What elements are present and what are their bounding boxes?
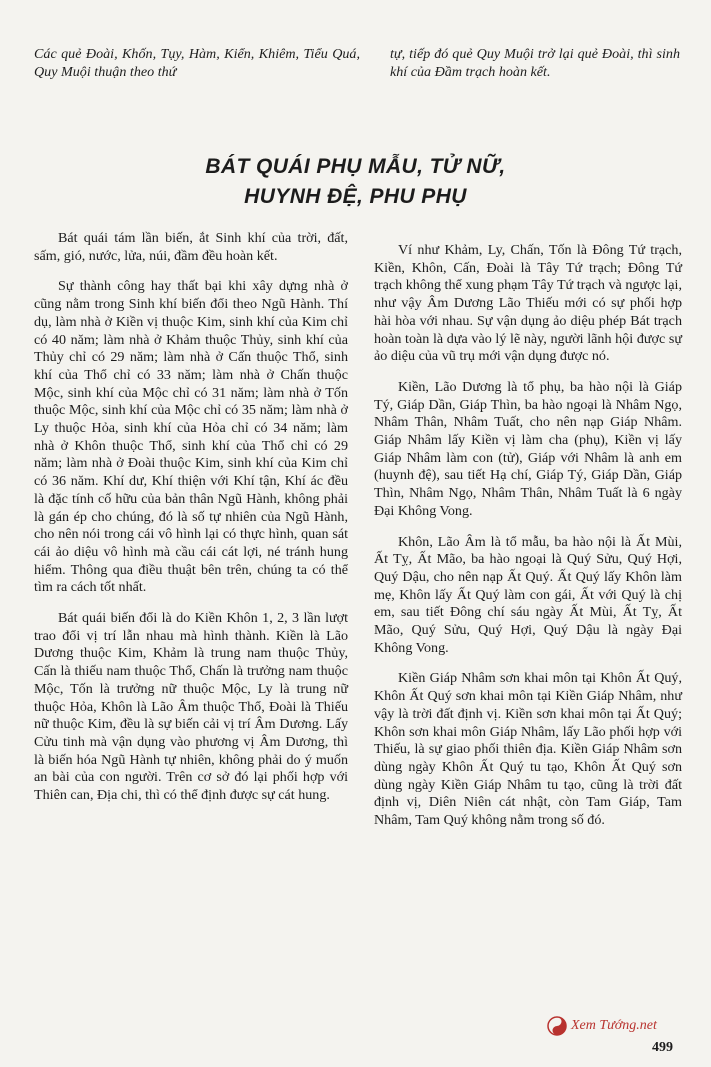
paragraph: Ví như Khảm, Ly, Chấn, Tốn là Đông Tứ trạch, Kiền, Khôn, Cấn, Đoài là Tây Tứ trạch; Đông Tứ trạch không thể xung phạm Tây Tứ trạch và ngược lại, như vậy Âm Dương Lão Thiếu mới có sự phối hợp hài hòa với nhau. Sự vận dụng ảo diệu phép Bát trạch hoàn toàn là dựa vào lý lẽ này, người lãnh hội được sự ảo diệu của vũ trụ mới vận dụng được nó. bbox=[374, 242, 682, 365]
left-column bbox=[34, 230, 348, 818]
paragraph: Khôn, Lão Âm là tổ mẫu, ba hào nội là Ất Mùi, Ất Tỵ, Ất Mão, ba hào ngoại là Quý Sửu, Quý Hợi, Quý Dậu, cho nên nạp Ất Quý. Ất Quý lấy Khôn làm mẹ, Khôn lấy Ất Quý làm con gái, Ất với Quý là chị em, sau tiết Đông chí sáu ngày Ất Mùi, Ất Tỵ, Ất Mão, Quý Sửu, Quý Hợi, Quý Dậu là ngày Đại Không Vong. bbox=[374, 533, 682, 656]
right-column bbox=[374, 242, 682, 843]
paragraph: Kiền Giáp Nhâm sơn khai môn tại Khôn Ất Quý, Khôn Ất Quý sơn khai môn tại Kiền Giáp Nhâm, như vậy là trời đất định vị. Kiền sơn khai môn tại Ất Quý; Khôn sơn khai môn Giáp Nhâm, lấy Lão phối hợp với Thiếu, là sự giao phối thiên địa. Kiền Giáp Nhâm sơn dùng ngày Khôn Ất Quý tu tạo, Khôn Ất Quý sơn dùng ngày Kiền Giáp Nhâm tu tạo, cũng là trời đất định vị, Diên Niên cát nhật, còn Tam Giáp, Tam Nhâm, Tam Quý không nằm trong số đó. bbox=[374, 670, 682, 829]
yin-yang-icon bbox=[547, 1016, 567, 1036]
intro-right-text bbox=[390, 46, 680, 94]
section-title-line-1: BÁT QUÁI PHỤ MẪU, TỬ NỮ, bbox=[205, 155, 506, 178]
intro-left-paragraph: Các quẻ Đoài, Khốn, Tụy, Hàm, Kiển, Khiêm, Tiểu Quá, Quy Muội thuận theo thứ bbox=[34, 46, 360, 80]
section-title bbox=[0, 152, 711, 212]
page-number: 499 bbox=[652, 1040, 673, 1055]
paragraph: Bát quái biến đổi là do Kiền Khôn 1, 2, 3 lần lượt trao đổi vị trí lẫn nhau mà hình thành. Kiền là Lão Dương thuộc Kim, Khảm là trung nam thuộc Thủy, Cấn là thiếu nam thuộc Thổ, Chấn là trưởng nam thuộc Mộc, Tốn là trưởng nữ thuộc Mộc, Ly là trung nữ thuộc Hỏa, Khôn là Lão Âm thuộc Thổ, Đoài là Thiếu nữ thuộc Kim, đều là sự biến cải vị trí Âm Dương. Lấy Cửu tinh mà vận dụng vào phương vị Âm Dương, thì là biến hóa Ngũ Hành tự nhiên, không phải do ý muốn an bài của con người. Trên cơ sở đó lại phối hợp với Thiên can, Địa chi, thì có thể định được sự cát hung. bbox=[34, 610, 348, 804]
watermark-text: Xem Tướng.net bbox=[571, 1018, 657, 1033]
paragraph: Sự thành công hay thất bại khi xây dựng nhà ở cũng nằm trong Sinh khí biến đổi theo Ngũ Hành. Thí dụ, làm nhà ở Kiền vị thuộc Kim, sinh khí của Kim chỉ có 40 năm; làm nhà ở Khảm thuộc Thủy, sinh khí của Thủy chỉ có 29 năm; làm nhà ở Cấn thuộc Thổ, sinh khí của Thổ chỉ có 33 năm; làm nhà ở Chấn thuộc Mộc, sinh khí của Mộc chỉ có 31 năm; làm nhà ở Tốn thuộc Mộc, sinh khí của Mộc chỉ có 35 năm; làm nhà ở Ly thuộc Hỏa, sinh khí của Hỏa chỉ có 34 năm; làm nhà ở Khôn thuộc Thổ, sinh khí của Thổ chỉ có 29 năm; làm nhà ở Đoài thuộc Kim, sinh khí của Kim chỉ có 36 năm. Khí dư, Khí thiện với Khí tận, Khí ác đều là đặc tính cố hữu của bản thân Ngũ Hành, không phải là gán ép cho chúng, đó là số tự nhiên của Ngũ Hành, cho nên nói trong cái vô hình lại có thực hình, quan sát cái ảo diệu vô hình mà cầu cái cát lợi, né tránh hung hiểm. Thông qua điều thuật bên trên, chúng ta có thể tìm ra cách tốt nhất. bbox=[34, 278, 348, 596]
intro-right-paragraph: tự, tiếp đó quẻ Quy Muội trở lại quẻ Đoài, thì sinh khí của Đầm trạch hoàn kết. bbox=[390, 46, 680, 80]
paragraph: Kiền, Lão Dương là tổ phụ, ba hào nội là Giáp Tý, Giáp Dần, Giáp Thìn, ba hào ngoại là Nhâm Ngọ, Nhâm Thân, Nhâm Tuất, cho nên nạp Giáp Nhâm. Giáp Nhâm lấy Kiền vị làm cha (phụ), Kiền vị lấy Giáp Nhâm làm con (tử), Giáp với Nhâm là anh em (huynh đệ), sau tiết Hạ chí, Giáp Tý, Giáp Dần, Giáp Thìn, Nhâm Ngọ, Nhâm Thân, Nhâm Tuất là 6 ngày Đại Không Vong. bbox=[374, 378, 682, 519]
section-title-line-2: HUYNH ĐỆ, PHU PHỤ bbox=[244, 185, 467, 208]
watermark-logo bbox=[547, 1016, 657, 1036]
intro-left-text bbox=[34, 46, 360, 94]
paragraph: Bát quái tám lần biến, ắt Sinh khí của trời, đất, sấm, gió, nước, lửa, núi, đầm đều hoàn kết. bbox=[34, 230, 348, 264]
